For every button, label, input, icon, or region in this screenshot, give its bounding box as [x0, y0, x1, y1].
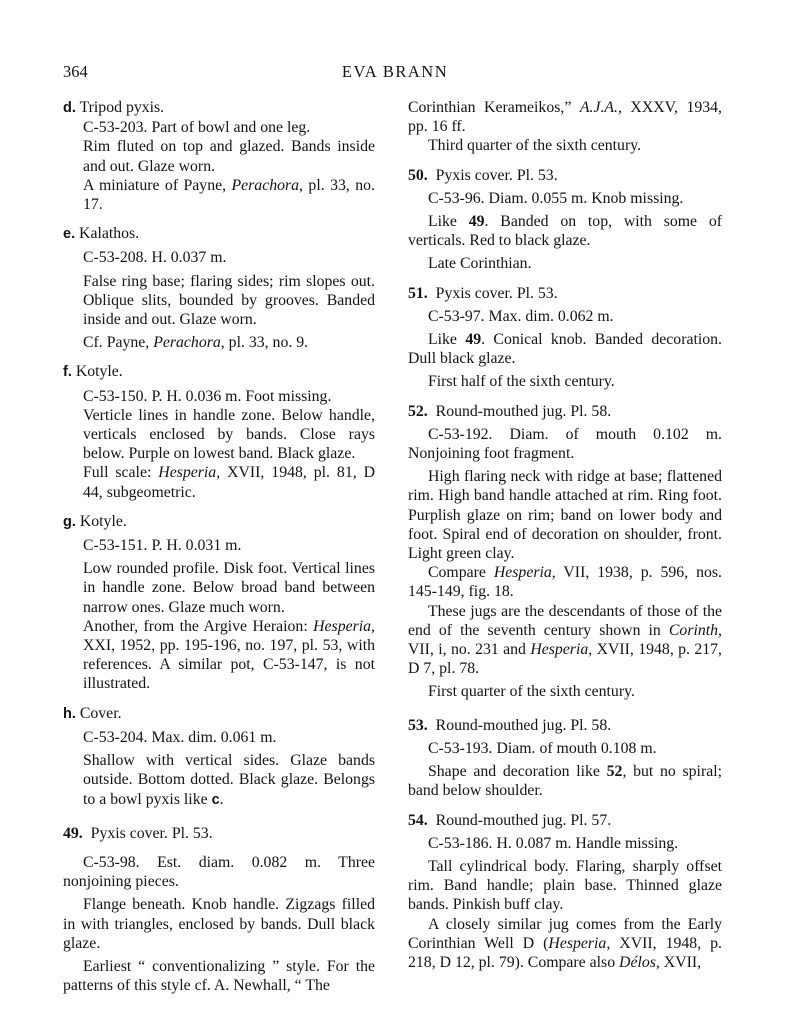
- entry-f-inventory: C-53-150. P. H. 0.036 m. Foot missing.: [83, 387, 332, 405]
- catalogue-49-inventory: C-53-98. Est. diam. 0.082 m. Three nonjoining pieces.: [63, 853, 375, 891]
- entry-f-reference: Full scale: Hesperia, XVII, 1948, pl. 81, D 44, subgeometric.: [83, 464, 375, 501]
- catalogue-52-description: High flaring neck with ridge at base; flattened rim. High band handle attached at rim. Ring foot. Purplish glaze on rim; band on lower body and foot. Spiral end of decoration on shoulder, front. Light green clay.: [408, 468, 722, 563]
- catalogue-52-discussion: These jugs are the descendants of those of the end of the seventh century shown in Corinth, VII, i, no. 231 and Hesperia, XVII, 1948, p. 217, D 7, pl. 78.: [408, 602, 723, 678]
- left-column: [63, 98, 375, 995]
- continued-date: Third quarter of the sixth century.: [428, 137, 642, 155]
- entry-d-description: Rim fluted on top and glazed. Bands inside and out. Glaze worn.: [83, 138, 375, 175]
- entry-f-heading: f. Kotyle.: [63, 363, 123, 381]
- catalogue-54-heading: 54. Round-mouthed jug. Pl. 57.: [408, 811, 612, 829]
- catalogue-50-inventory: C-53-96. Diam. 0.055 m. Knob missing.: [428, 189, 684, 207]
- catalogue-52-compare: Compare Hesperia, VII, 1938, p. 596, nos. 145-149, fig. 18.: [408, 564, 722, 601]
- catalogue-52-inventory: C-53-192. Diam. of mouth 0.102 m. Nonjoining foot fragment.: [408, 425, 722, 463]
- entry-d-inventory: C-53-203. Part of bowl and one leg.: [83, 119, 311, 137]
- entry-h-description: Shallow with vertical sides. Glaze bands outside. Bottom dotted. Black glaze. Belongs to a bowl pyxis like c.: [83, 752, 375, 808]
- catalogue-50-heading: 50. Pyxis cover. Pl. 53.: [408, 166, 558, 184]
- catalogue-50-date: Late Corinthian.: [428, 255, 532, 273]
- entry-e-heading: e. Kalathos.: [63, 225, 140, 243]
- catalogue-51-inventory: C-53-97. Max. dim. 0.062 m.: [428, 307, 614, 325]
- entry-g-reference: Another, from the Argive Heraion: Hesperia, XXI, 1952, pp. 195-196, no. 197, pl. 53, with references. A similar pot, C-53-147, is not illustrated.: [83, 617, 375, 693]
- catalogue-54-description: Tall cylindrical body. Flaring, sharply offset rim. Band handle; plain base. Thinned glaze bands. Pinkish buff clay.: [408, 857, 722, 914]
- catalogue-53-inventory: C-53-193. Diam. of mouth 0.108 m.: [428, 739, 657, 757]
- catalogue-51-date: First half of the sixth century.: [428, 373, 615, 391]
- entry-h-inventory: C-53-204. Max. dim. 0.061 m.: [83, 728, 277, 746]
- entry-g-inventory: C-53-151. P. H. 0.031 m.: [83, 537, 242, 555]
- catalogue-49-description: Flange beneath. Knob handle. Zigzags filled in with triangles, enclosed by bands. Dull black glaze.: [63, 896, 375, 952]
- catalogue-53-heading: 53. Round-mouthed jug. Pl. 58.: [408, 716, 612, 734]
- catalogue-51-heading: 51. Pyxis cover. Pl. 53.: [408, 284, 558, 302]
- entry-d-heading: d. Tripod pyxis.: [63, 99, 165, 116]
- entry-e-reference: Cf. Payne, Perachora, pl. 33, no. 9.: [83, 334, 309, 352]
- catalogue-49-note: Earliest “ conventionalizing ” style. For the patterns of this style cf. A. Newhall, “ The: [63, 957, 375, 995]
- catalogue-50-description: Like 49. Banded on top, with some of verticals. Red to black glaze.: [408, 213, 723, 250]
- entry-g-description: Low rounded profile. Disk foot. Vertical lines in handle zone. Below broad band between narrow ones. Glaze much worn.: [83, 560, 375, 616]
- right-column: [408, 98, 722, 972]
- page-number: 364: [63, 62, 88, 81]
- catalogue-53-description: Shape and decoration like 52, but no spiral; band below shoulder.: [408, 763, 722, 800]
- entry-f-description: Verticle lines in handle zone. Below handle, verticals enclosed by bands. Close rays below. Purple on lowest band. Black glaze.: [83, 406, 375, 463]
- catalogue-51-description: Like 49. Conical knob. Banded decoration. Dull black glaze.: [408, 331, 723, 368]
- entry-g-heading: g. Kotyle.: [63, 512, 127, 530]
- catalogue-54-discussion: A closely similar jug comes from the Early Corinthian Well D (Hesperia, XVII, 1948, p. 218, D 12, pl. 79). Compare also Délos, XVII,: [408, 915, 723, 971]
- entry-h-heading: h. Cover.: [63, 704, 122, 722]
- catalogue-54-inventory: C-53-186. H. 0.087 m. Handle missing.: [428, 834, 679, 852]
- entry-d-reference: A miniature of Payne, Perachora, pl. 33, no. 17.: [83, 176, 375, 214]
- catalogue-52-heading: 52. Round-mouthed jug. Pl. 58.: [408, 402, 612, 420]
- catalogue-49-heading: 49. Pyxis cover. Pl. 53.: [63, 824, 213, 842]
- running-title: EVA BRANN: [341, 62, 449, 81]
- entry-e-inventory: C-53-208. H. 0.037 m.: [83, 249, 227, 267]
- entry-e-description: False ring base; flaring sides; rim slopes out. Oblique slits, bounded by grooves. Banded inside and out. Glaze worn.: [83, 272, 375, 329]
- continued-reference: Corinthian Kerameikos,” A.J.A., XXXV, 1934, pp. 16 ff.: [408, 99, 722, 136]
- catalogue-52-date: First quarter of the sixth century.: [428, 683, 635, 701]
